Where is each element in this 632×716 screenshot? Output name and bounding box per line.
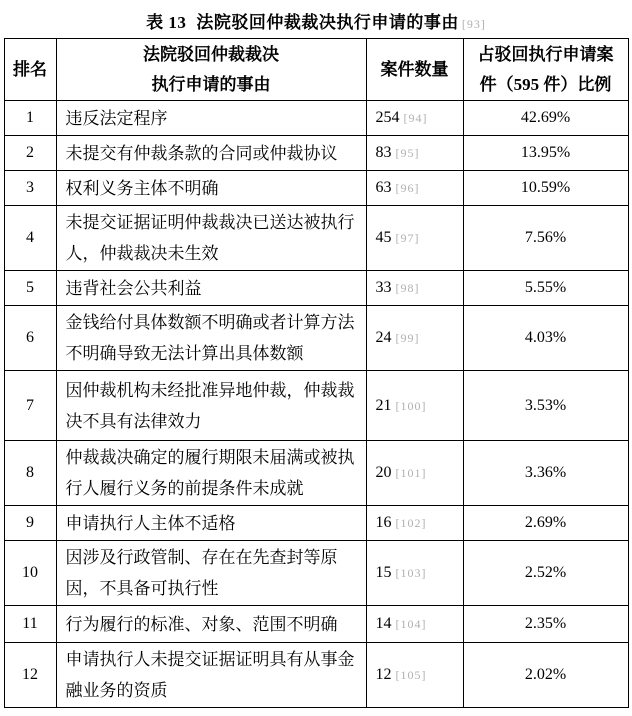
header-row	[4, 39, 628, 101]
reason-cell: 仲裁裁决确定的履行期限未届满或被执行人履行义务的前提条件未成就	[56, 441, 366, 506]
table-row	[4, 206, 628, 271]
count-cell	[366, 441, 463, 506]
count-cell	[366, 506, 463, 541]
count-value: 45	[375, 229, 392, 246]
footnote-ref: [95]	[395, 146, 420, 160]
title-footnote-ref: [93]	[461, 17, 486, 31]
rank-cell: 8	[4, 441, 56, 506]
rank-cell: 9	[4, 506, 56, 541]
table-number: 表 13	[146, 13, 187, 32]
count-value: 15	[375, 564, 392, 581]
count-value: 254	[375, 109, 400, 126]
ratio-cell: 2.02%	[463, 643, 628, 708]
header-reason-line1: 法院驳回仲裁裁决	[143, 44, 279, 64]
reason-cell: 违背社会公共利益	[56, 271, 366, 306]
count-cell	[366, 271, 463, 306]
header-count: 案件数量	[366, 39, 463, 101]
rank-cell: 10	[4, 541, 56, 606]
reason-cell: 因仲裁机构未经批准异地仲裁，仲裁裁决不具有法律效力	[56, 371, 366, 441]
count-cell	[366, 206, 463, 271]
footnote-ref: [102]	[395, 516, 427, 530]
footnote-ref: [104]	[395, 617, 427, 631]
table-row	[4, 441, 628, 506]
rank-cell: 6	[4, 306, 56, 371]
reason-cell: 权利义务主体不明确	[56, 171, 366, 206]
footnote-ref: [96]	[395, 181, 420, 195]
footnote-ref: [97]	[395, 231, 420, 245]
reason-cell: 未提交有仲裁条款的合同或仲裁协议	[56, 136, 366, 171]
count-value: 33	[375, 279, 392, 296]
table-title	[0, 8, 632, 33]
reason-cell: 金钱给付具体数额不明确或者计算方法不明确导致无法计算出具体数额	[56, 306, 366, 371]
table-row	[4, 306, 628, 371]
ratio-cell: 4.03%	[463, 306, 628, 371]
count-value: 83	[375, 144, 392, 161]
table-title-text: 法院驳回仲裁裁决执行申请的事由	[196, 13, 459, 32]
count-value: 20	[375, 464, 392, 481]
ratio-cell: 42.69%	[463, 101, 628, 136]
table-row	[4, 101, 628, 136]
table-row	[4, 541, 628, 606]
rank-cell: 3	[4, 171, 56, 206]
header-ratio	[463, 39, 628, 101]
ratio-cell: 7.56%	[463, 206, 628, 271]
table-row	[4, 136, 628, 171]
table-row	[4, 506, 628, 541]
footnote-ref: [100]	[395, 398, 427, 413]
count-cell	[366, 101, 463, 136]
reason-cell: 申请执行人主体不适格	[56, 506, 366, 541]
footnote-ref: [103]	[395, 566, 427, 580]
reason-cell: 行为履行的标准、对象、范围不明确	[56, 606, 366, 643]
footnote-ref: [98]	[395, 281, 420, 295]
table-row	[4, 371, 628, 441]
reason-cell: 因涉及行政管制、存在在先查封等原因，不具备可执行性	[56, 541, 366, 606]
reason-cell: 未提交证据证明仲裁裁决已送达被执行人，仲裁裁决未生效	[56, 206, 366, 271]
rank-cell: 12	[4, 643, 56, 708]
count-cell	[366, 171, 463, 206]
rank-cell: 2	[4, 136, 56, 171]
header-ratio-line1: 占驳回执行申请案	[477, 44, 614, 64]
count-value: 16	[375, 514, 392, 531]
table-row	[4, 606, 628, 643]
count-cell	[366, 371, 463, 441]
count-value: 63	[375, 179, 392, 196]
ratio-cell: 3.53%	[463, 371, 628, 441]
count-cell	[366, 136, 463, 171]
footnote-ref: [94]	[403, 111, 428, 125]
table-row	[4, 171, 628, 206]
ratio-cell: 3.36%	[463, 441, 628, 506]
count-cell	[366, 643, 463, 708]
count-cell	[366, 541, 463, 606]
rank-cell: 5	[4, 271, 56, 306]
header-rank: 排名	[4, 39, 56, 101]
reason-cell: 违反法定程序	[56, 101, 366, 136]
count-value: 14	[375, 615, 392, 632]
count-cell	[366, 306, 463, 371]
table-row	[4, 643, 628, 708]
header-reason	[56, 39, 366, 101]
rank-cell: 7	[4, 371, 56, 441]
rank-cell: 1	[4, 101, 56, 136]
count-value: 12	[375, 666, 392, 683]
ratio-cell: 13.95%	[463, 136, 628, 171]
rank-cell: 11	[4, 606, 56, 643]
count-value: 21	[375, 396, 392, 414]
ratio-cell: 5.55%	[463, 271, 628, 306]
header-reason-line2: 执行申请的事由	[151, 74, 271, 94]
table-row	[4, 271, 628, 306]
ratio-cell: 2.52%	[463, 541, 628, 606]
count-value: 24	[375, 329, 392, 346]
rejection-reasons-table	[4, 38, 629, 708]
count-cell	[366, 606, 463, 643]
rank-cell: 4	[4, 206, 56, 271]
footnote-ref: [101]	[395, 466, 427, 480]
footnote-ref: [99]	[395, 331, 420, 345]
footnote-ref: [105]	[395, 668, 427, 682]
ratio-cell: 2.69%	[463, 506, 628, 541]
reason-cell: 申请执行人未提交证据证明具有从事金融业务的资质	[56, 643, 366, 708]
header-ratio-line2: 件（595 件）比例	[479, 74, 612, 94]
ratio-cell: 10.59%	[463, 171, 628, 206]
ratio-cell: 2.35%	[463, 606, 628, 643]
